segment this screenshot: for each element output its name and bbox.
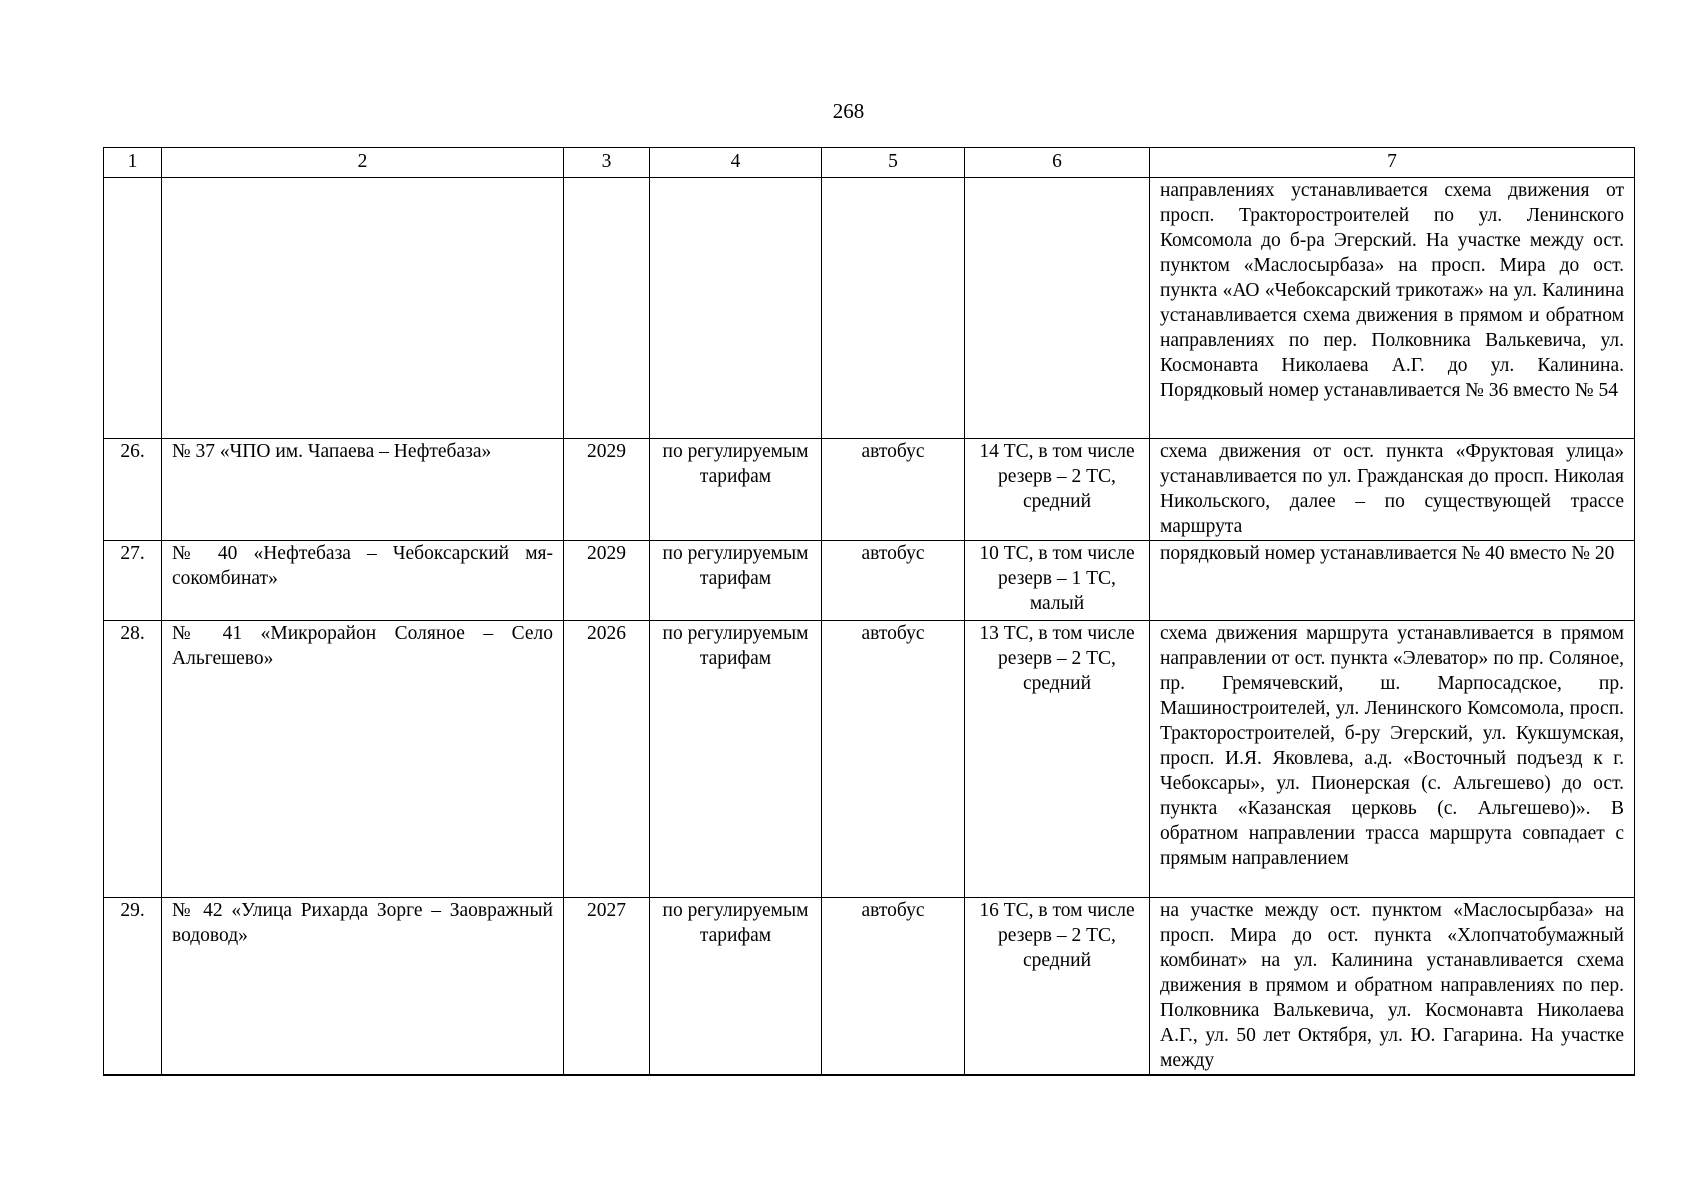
cell-capacity: 13 ТС, в том числе резерв – 2 ТС, средний — [965, 621, 1150, 898]
cell-description: схема движения от ост. пункта «Фруктовая улица» устанавливается по ул. Гражданская до просп. Николая Никольского, далее – по существующей трассе маршрута — [1150, 439, 1635, 541]
column-header-1: 1 — [104, 148, 162, 178]
table-row — [104, 621, 1635, 898]
cell-tariff: по регулируемым тарифам — [650, 621, 822, 898]
column-header-3: 3 — [564, 148, 650, 178]
cell-vehicle: автобус — [822, 621, 965, 898]
cell-year: 2029 — [564, 541, 650, 621]
cell-description: схема движения маршрута устанавливается в прямом направлении от ост. пункта «Элеватор» по пр. Соляное, пр. Гремячевский, ш. Марпосадское, пр. Машиностроителей, ул. Ленинского Комсомола, просп. Тракторостроителей, б-ру Эгерский, ул. Кукшумская, просп. И.Я. Яковлева, а.д. «Восточный подъезд к г. Чебоксары», ул. Пионерская (с. Альгешево) до ост. пункта «Казанская церковь (с. Альгешево)». В обратном направлении трасса маршрута совпадает с прямым направлением — [1150, 621, 1635, 898]
column-header-7: 7 — [1150, 148, 1635, 178]
cell-empty — [564, 178, 650, 439]
cell-tariff: по регулируемым тарифам — [650, 898, 822, 1076]
cell-capacity: 16 ТС, в том числе резерв – 2 ТС, средний — [965, 898, 1150, 1076]
cell-number: 26. — [104, 439, 162, 541]
column-header-6: 6 — [965, 148, 1150, 178]
cell-year: 2026 — [564, 621, 650, 898]
cell-number: 27. — [104, 541, 162, 621]
cell-year: 2027 — [564, 898, 650, 1076]
cell-description: порядковый номер устанавливается № 40 вместо № 20 — [1150, 541, 1635, 621]
table-row — [104, 439, 1635, 541]
column-header-4: 4 — [650, 148, 822, 178]
routes-table — [103, 147, 1635, 1076]
cell-empty — [650, 178, 822, 439]
cell-vehicle: автобус — [822, 541, 965, 621]
table-row — [104, 541, 1635, 621]
cell-route-name: № 37 «ЧПО им. Чапаева – Нефтебаза» — [162, 439, 564, 541]
cell-tariff: по регулируемым тарифам — [650, 439, 822, 541]
cell-number: 29. — [104, 898, 162, 1076]
cell-year: 2029 — [564, 439, 650, 541]
cell-empty — [104, 178, 162, 439]
cell-route-name: № 41 «Микрорайон Соляное – Село Альгешево» — [162, 621, 564, 898]
cell-description: направлениях устанавливается схема движения от просп. Тракторостроителей по ул. Ленинского Комсомола до б-ра Эгерский. На участке между ост. пунктом «Маслосырбаза» на просп. Мира до ост. пункта «АО «Чебоксарский трикотаж» на ул. Калинина устанавливается схема движения в прямом и обратном направлениях по пер. Полковника Валькевича, ул. Космонавта Николаева А.Г. до ул. Калинина. Порядковый номер устанавливается № 36 вместо № 54 — [1150, 178, 1635, 439]
column-header-2: 2 — [162, 148, 564, 178]
column-header-5: 5 — [822, 148, 965, 178]
cell-capacity: 10 ТС, в том числе резерв – 1 ТС, малый — [965, 541, 1150, 621]
cell-vehicle: автобус — [822, 898, 965, 1076]
cell-route-name: № 42 «Улица Рихарда Зорге – Заовражный водовод» — [162, 898, 564, 1076]
cell-capacity: 14 ТС, в том числе резерв – 2 ТС, средний — [965, 439, 1150, 541]
cell-empty — [162, 178, 564, 439]
cell-number: 28. — [104, 621, 162, 898]
cell-empty — [822, 178, 965, 439]
cell-description: на участке между ост. пунктом «Маслосырбаза» на просп. Мира до ост. пункта «Хлопчатобумажный комбинат» на ул. Калинина устанавливается схема движения в прямом и обратном направлениях по пер. Полковника Валькевича, ул. Космонавта Николаева А.Г., ул. 50 лет Октября, ул. Ю. Гагарина. На участке между — [1150, 898, 1635, 1076]
header-row — [104, 148, 1635, 178]
cell-tariff: по регулируемым тарифам — [650, 541, 822, 621]
cell-vehicle: автобус — [822, 439, 965, 541]
table-row — [104, 898, 1635, 1076]
table-row-continuation — [104, 178, 1635, 439]
page-number: 268 — [832, 99, 865, 123]
cell-empty — [965, 178, 1150, 439]
cell-route-name: № 40 «Нефтебаза – Чебоксарский мясокомбинат» — [162, 541, 564, 621]
